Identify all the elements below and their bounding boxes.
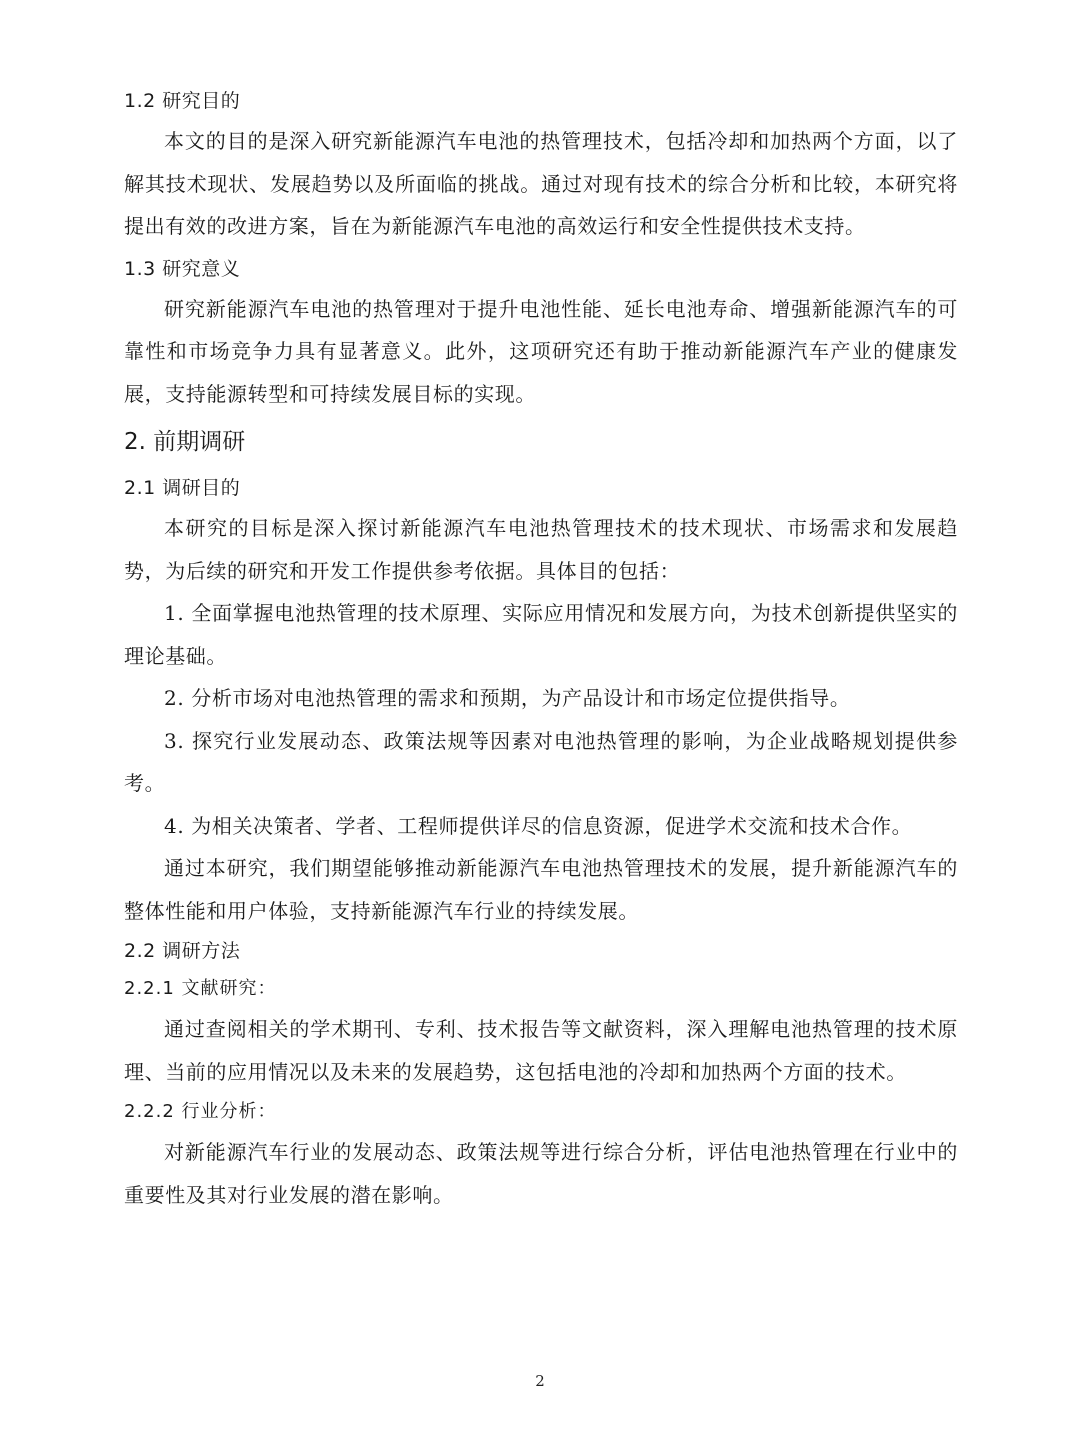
paragraph-survey-intro: 本研究的目标是深入探讨新能源汽车电池热管理技术的技术现状、市场需求和发展趋势，为后续的研究和开发工作提供参考依据。具体目的包括： [124,516,958,583]
paragraph-industry-analysis: 对新能源汽车行业的发展动态、政策法规等进行综合分析，评估电池热管理在行业中的重要性及其对行业发展的潜在影响。 [124,1140,958,1207]
list-item-3: 3. 探究行业发展动态、政策法规等因素对电池热管理的影响，为企业战略规划提供参考。 [124,728,958,795]
heading-2-1: 2.1 调研目的 [124,477,241,499]
list-item-1: 1. 全面掌握电池热管理的技术原理、实际应用情况和发展方向，为技术创新提供坚实的理论基础。 [124,601,958,668]
paragraph-research-significance: 研究新能源汽车电池的热管理对于提升电池性能、延长电池寿命、增强新能源汽车的可靠性和市场竞争力具有显著意义。此外，这项研究还有助于推动新能源汽车产业的健康发展，支持能源转型和可持续发展目标的实现。 [124,296,958,406]
heading-2-2-2: 2.2.2 行业分析： [124,1101,277,1122]
paragraph-research-purpose: 本文的目的是深入研究新能源汽车电池的热管理技术，包括冷却和加热两个方面，以了解其技术现状、发展趋势以及所面临的挑战。通过对现有技术的综合分析和比较，本研究将提出有效的改进方案，旨在为新能源汽车电池的高效运行和安全性提供技术支持。 [124,129,958,238]
list-item-2: 2. 分析市场对电池热管理的需求和预期，为产品设计和市场定位提供指导。 [164,686,851,710]
paragraph-literature-research: 通过查阅相关的学术期刊、专利、技术报告等文献资料，深入理解电池热管理的技术原理、当前的应用情况以及未来的发展趋势，这包括电池的冷却和加热两个方面的技术。 [124,1017,958,1084]
heading-1-3: 1.3 研究意义 [124,257,241,280]
document-page [124,82,958,1216]
heading-2-2-1: 2.2.1 文献研究： [124,978,277,999]
paragraph-survey-conclusion: 通过本研究，我们期望能够推动新能源汽车电池热管理技术的发展，提升新能源汽车的整体性能和用户体验，支持新能源汽车行业的持续发展。 [124,856,958,923]
heading-1-2: 1.2 研究目的 [124,90,241,112]
list-item-4: 4. 为相关决策者、学者、工程师提供详尽的信息资源，促进学术交流和技术合作。 [164,813,913,838]
page-number: 2 [535,1372,545,1390]
heading-2-2: 2.2 调研方法 [124,940,241,962]
heading-2: 2. 前期调研 [124,429,246,455]
